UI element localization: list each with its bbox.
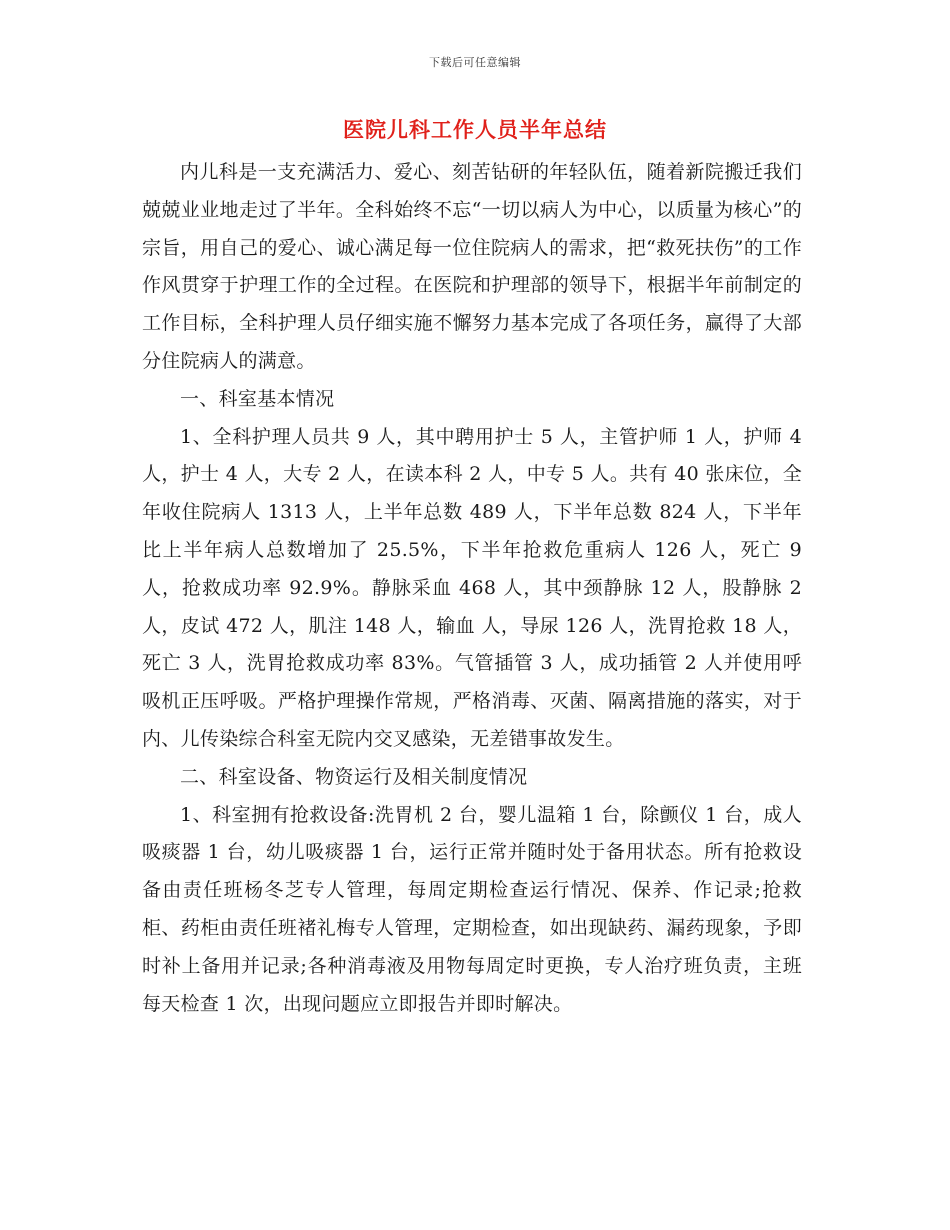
staff-statistics-paragraph: 1、全科护理人员共 9 人，其中聘用护士 5 人，主管护师 1 人，护师 4 人，护士 4 人，大专 2 人，在读本科 2 人，中专 5 人。共有 40 张床位，全年收住院病人 1313 人，上半年总数 489 人，下半年总数 824 人，下半年比上半年病人总数增加了 25.5%，下半年抢救危重病人 126 人，死亡 9 人，抢救成功率 92.9%。静脉采血 468 人，其中颈静脉 12 人，股静脉 2 人，皮试 472 人，肌注 148 人，输血 人，导尿 126 人，洗胃抢救 18 人，死亡 3 人，洗胃抢救成功率 83%。气管插管 3 人，成功插管 2 人并使用呼吸机正压呼吸。严格护理操作常规，严格消毒、灭菌、隔离措施的落实，对于内、儿传染综合科室无院内交叉感染，无差错事故发生。 — [142, 425, 802, 750]
document-body — [142, 154, 802, 1023]
equipment-paragraph: 1、科室拥有抢救设备:洗胃机 2 台，婴儿温箱 1 台，除颤仪 1 台，成人吸痰器 1 台，幼儿吸痰器 1 台，运行正常并随时处于备用状态。所有抢救设备由责任班杨冬芝专人管理，每周定期检查运行情况、保养、作记录;抢救柜、药柜由责任班褚礼梅专人管理，定期检查，如出现缺药、漏药现象，予即时补上备用并记录;各种消毒液及用物每周定时更换，专人治疗班负责，主班每天检查 1 次，出现问题应立即报告并即时解决。 — [142, 803, 802, 1015]
page-header: 下载后可任意编辑 — [429, 56, 521, 69]
document-title: 医院儿科工作人员半年总结 — [343, 117, 607, 142]
intro-paragraph: 内儿科是一支充满活力、爱心、刻苦钻研的年轻队伍，随着新院搬迁我们兢兢业业地走过了半年。全科始终不忘“一切以病人为中心，以质量为核心”的宗旨，用自己的爱心、诚心满足每一位住院病人的需求，把“救死扶伤”的工作作风贯穿于护理工作的全过程。在医院和护理部的领导下，根据半年前制定的工作目标，全科护理人员仔细实施不懈努力基本完成了各项任务，赢得了大部分住院病人的满意。 — [142, 161, 802, 372]
section-heading-equipment: 二、科室设备、物资运行及相关制度情况 — [180, 765, 528, 788]
section-heading-basic-info: 一、科室基本情况 — [180, 387, 335, 410]
